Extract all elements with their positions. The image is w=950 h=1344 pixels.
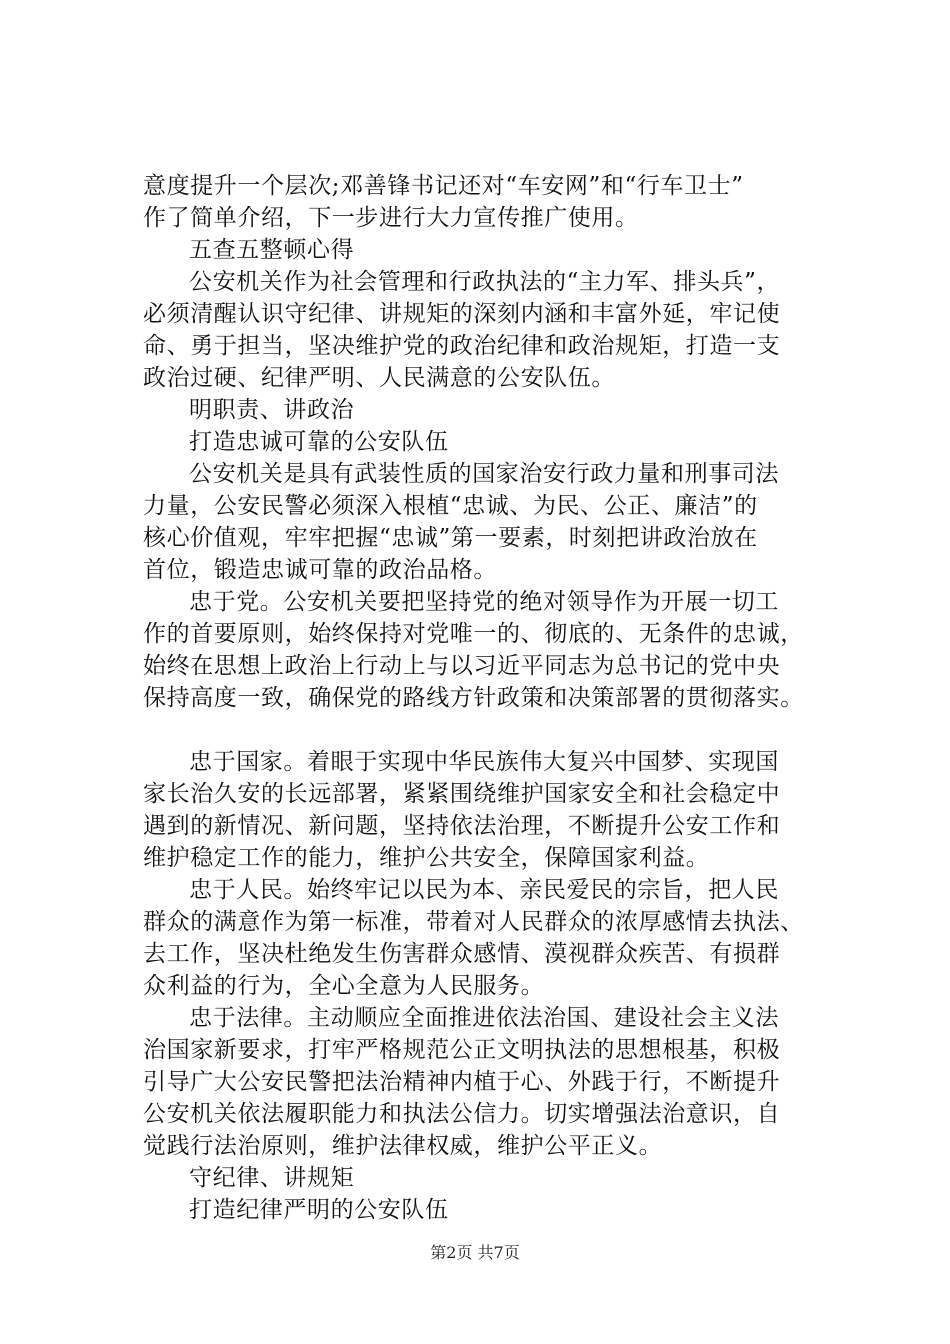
text-line: 命、勇于担当，坚决维护党的政治纪律和政治规矩，打造一支 — [143, 333, 781, 359]
text-line: 维护稳定工作的能力，维护公共安全，保障国家利益。 — [143, 845, 710, 871]
blank-line — [143, 714, 855, 746]
text-line: 去工作，坚决杜绝发生伤害群众感情、漠视群众疾苦、有损群 — [143, 941, 781, 967]
text-line: 政治过硬、纪律严明、人民满意的公安队伍。 — [143, 365, 615, 391]
text-line: 公安机关依法履职能力和执法公信力。切实增强法治意识，自 — [143, 1101, 781, 1127]
text-line: 忠于党。公安机关要把坚持党的绝对领导作为开展一切工 — [189, 589, 779, 615]
text-line: 首位，锻造忠诚可靠的政治品格。 — [143, 557, 497, 583]
text-line: 治国家新要求，打牢严格规范公正文明执法的思想根基，积极 — [143, 1037, 781, 1063]
text-line: 觉践行法治原则，维护法律权威，维护公平正义。 — [143, 1133, 663, 1159]
text-line: 打造纪律严明的公安队伍 — [189, 1197, 449, 1223]
text-line: 群众的满意作为第一标准，带着对人民群众的浓厚感情去执法、 — [143, 909, 804, 935]
document-body — [143, 170, 855, 1226]
text-line: 众利益的行为，全心全意为人民服务。 — [143, 973, 545, 999]
text-line: 作的首要原则，始终保持对党唯一的、彻底的、无条件的忠诚， — [143, 621, 804, 647]
text-line: 作了简单介绍，下一步进行大力宣传推广使用。 — [143, 205, 639, 231]
text-line: 公安机关作为社会管理和行政执法的“主力军、排头兵”， — [189, 269, 781, 295]
text-line: 遇到的新情况、新问题，坚持依法治理，不断提升公安工作和 — [143, 813, 781, 839]
text-line: 守纪律、讲规矩 — [189, 1165, 355, 1191]
text-line: 忠于法律。主动顺应全面推进依法治国、建设社会主义法 — [189, 1005, 779, 1031]
text-line: 家长治久安的长远部署，紧紧围绕维护国家安全和社会稳定中 — [143, 781, 781, 807]
text-line: 始终在思想上政治上行动上与以习近平同志为总书记的党中央 — [143, 653, 781, 679]
text-line: 力量，公安民警必须深入根植“忠诚、为民、公正、廉洁”的 — [143, 493, 758, 519]
text-line: 公安机关是具有武装性质的国家治安行政力量和刑事司法 — [189, 461, 779, 487]
text-line: 五查五整顿心得 — [189, 237, 355, 263]
text-line: 必须清醒认识守纪律、讲规矩的深刻内涵和丰富外延，牢记使 — [143, 301, 781, 327]
text-line: 忠于人民。始终牢记以民为本、亲民爱民的宗旨，把人民 — [189, 877, 779, 903]
text-line: 明职责、讲政治 — [189, 397, 355, 423]
page-footer: 第2页 共7页 — [430, 1243, 520, 1262]
text-line: 引导广大公安民警把法治精神内植于心、外践于行，不断提升 — [143, 1069, 781, 1095]
text-line: 核心价值观，牢牢把握“忠诚”第一要素，时刻把讲政治放在 — [143, 525, 758, 551]
text-line: 打造忠诚可靠的公安队伍 — [189, 429, 449, 455]
text-line: 意度提升一个层次;邓善锋书记还对“车安网”和“行车卫士” — [143, 173, 744, 199]
text-line: 忠于国家。着眼于实现中华民族伟大复兴中国梦、实现国 — [189, 749, 779, 775]
text-line: 保持高度一致，确保党的路线方针政策和决策部署的贯彻落实。 — [143, 685, 804, 711]
